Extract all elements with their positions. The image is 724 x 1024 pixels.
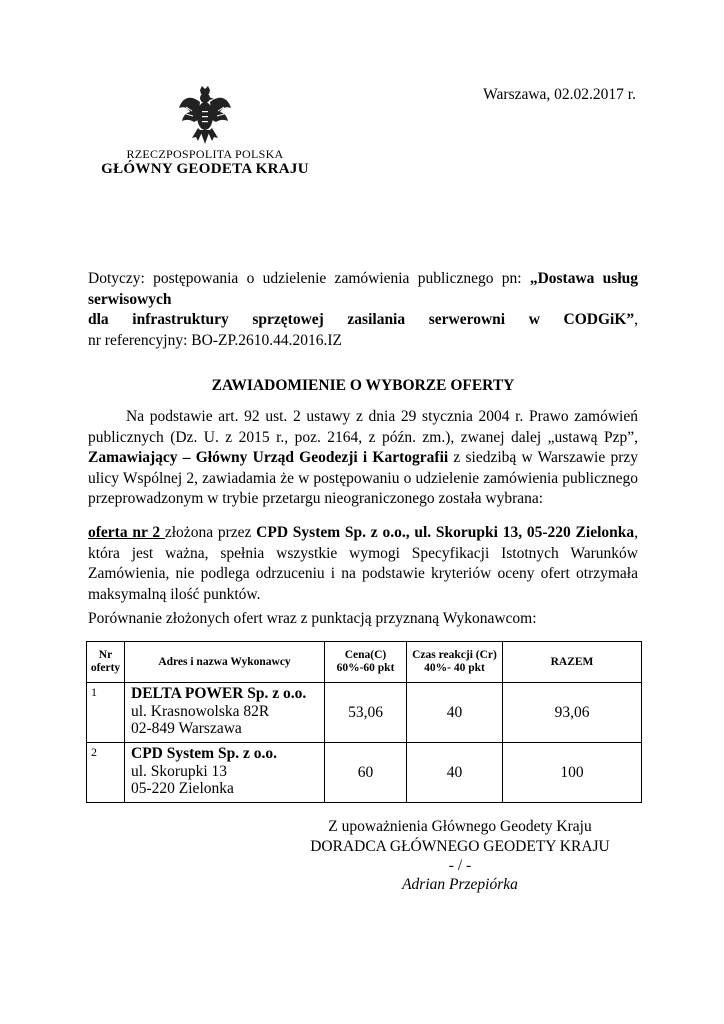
polish-eagle-icon [178, 86, 232, 146]
org-name-line1: RZECZPOSPOLITA POLSKA [126, 147, 284, 161]
subject-line1 [88, 269, 638, 310]
header-reaction: Czas reakcji (Cr) 40%- 40 pkt [407, 642, 503, 683]
signature-line2: DORADCA GŁÓWNEGO GEODETY KRAJU [310, 838, 610, 855]
header-price: Cena(C) 60%-60 pkt [325, 642, 407, 683]
cell-total: 93,06 [503, 683, 642, 743]
signatory-name: Adrian Przepiórka [402, 876, 518, 893]
cell-price: 60 [325, 743, 407, 803]
header-address: Adres i nazwa Wykonawcy [125, 642, 325, 683]
org-name-line2: GŁÓWNY GEODETA KRAJU [101, 161, 309, 177]
p2-text2: , która jest ważna, spełnia wszystkie wymogi Specyfikacji Istotnych Warunków Zamówienia, nie podlega odrzuceniu i na podstawie kryteriów oceny ofert otrzymała maksymalną ilość punktów. [88, 524, 639, 603]
table-row [87, 683, 642, 743]
cell-nr: 1 [87, 683, 125, 743]
p1-bold: Zamawiający – Główny Urząd Geodezji i Kartografii [88, 449, 449, 466]
paragraph-comparison-intro: Porównanie złożonych ofert wraz z punktacją przyznaną Wykonawcom: [88, 610, 537, 627]
table-row [87, 743, 642, 803]
subject-line2 [88, 310, 638, 331]
offers-table [86, 641, 642, 803]
contractor-street: ul. Skorupki 13 [131, 762, 228, 780]
notice-heading: ZAWIADOMIENIE O WYBORZE OFERTY [211, 377, 515, 394]
table-header-row [87, 642, 642, 683]
p2-bold: CPD System Sp. z o.o., ul. Skorupki 13, 05-220 Zielonka [256, 524, 635, 541]
cell-address [125, 743, 325, 803]
p2-offer: oferta nr 2 [88, 524, 165, 541]
p2-text1: złożona przez [164, 524, 257, 541]
cell-price: 53,06 [325, 683, 407, 743]
contractor-name: DELTA POWER Sp. z o.o. [131, 685, 307, 702]
header-total: RAZEM [503, 642, 642, 683]
signature-line3: - / - [448, 857, 472, 874]
paragraph-selected-offer [88, 523, 638, 605]
paragraph-legal-basis [88, 407, 638, 510]
cell-reaction: 40 [407, 683, 503, 743]
signature-line1: Z upoważnienia Głównego Geodety Kraju [328, 818, 592, 835]
subject-ref: nr referencyjny: BO-ZP.2610.44.2016.IZ [88, 331, 342, 349]
cell-address [125, 683, 325, 743]
p1-text2: z siedzibą w Warszawie przy ulicy Wspólnej 2, zawiadamia że w postępowaniu o udzielenie zamówienia publicznego przeprowadzonym w trybie przetargu nieograniczonego została wybrana: [88, 449, 638, 507]
p1-text1: Na podstawie art. 92 ust. 2 ustawy z dnia 29 stycznia 2004 r. Prawo zamówień publicznych (Dz. U. z 2015 r., poz. 2164, z późn. zm.), zwanej dalej „ustawą Pzp”, [88, 408, 638, 446]
contractor-street: ul. Krasnowolska 82R [131, 702, 270, 720]
contractor-city: 05-220 Zielonka [131, 780, 234, 797]
subject-prefix: Dotyczy: postępowania o udzielenie zamówienia publicznego pn: [88, 270, 530, 287]
contractor-city: 02-849 Warszawa [131, 720, 242, 737]
cell-reaction: 40 [407, 743, 503, 803]
subject-title-part1: „Dostawa usług serwisowych [88, 270, 638, 308]
subject-block [88, 269, 638, 351]
cell-nr: 2 [87, 743, 125, 803]
subject-title-part2: dla infrastruktury sprzętowej zasilania serwerowni w CODGiK” [88, 311, 635, 328]
contractor-name: CPD System Sp. z o.o. [131, 745, 277, 762]
subject-title-end: , [634, 311, 638, 328]
cell-total: 100 [503, 743, 642, 803]
header-nr: Nr oferty [87, 642, 125, 683]
document-date: Warszawa, 02.02.2017 r. [483, 86, 636, 103]
